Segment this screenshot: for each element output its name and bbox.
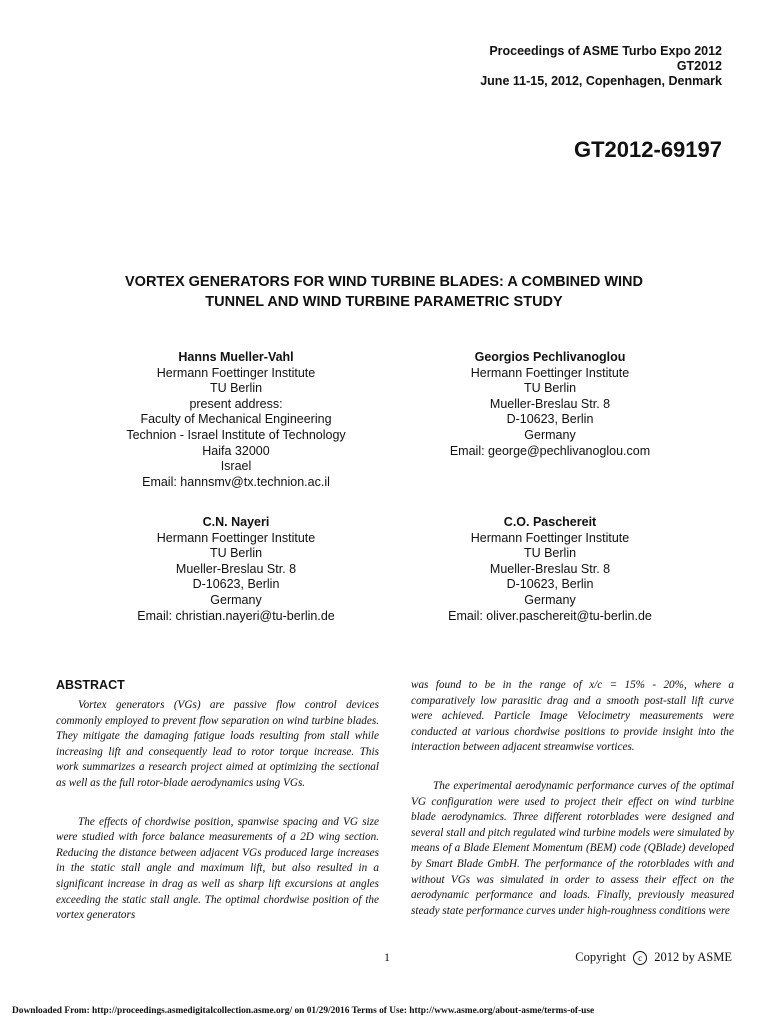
paper-number: GT2012-69197 xyxy=(574,137,722,162)
author-email: Email: hannsmv@tx.technion.ac.il xyxy=(142,474,330,489)
author-affiliation-line: Hermann Foettinger Institute xyxy=(470,365,630,380)
author-block-1 xyxy=(71,350,401,490)
abstract-paragraph: The effects of chordwise position, spanwise spacing and VG size were studied with force balance measurements of a 2D wing section. Reducing the distance between adjacent VGs produced large increases in the static stall angle and maximum lift, but also resulted in a significant increase in drag as well as sharp lift excursions at angles exceeding the static stall angle. The optimal chordwise position of the vortex generators xyxy=(56,815,379,922)
proceedings-header xyxy=(480,44,722,89)
author-affiliation-line: Faculty of Mechanical Engineering xyxy=(140,412,332,427)
author-affiliation-line: Germany xyxy=(210,592,262,607)
copyright-label: Copyright xyxy=(575,950,626,964)
paper-title xyxy=(0,272,768,312)
page-number: 1 xyxy=(384,950,390,964)
author-affiliation-line: TU Berlin xyxy=(209,381,263,396)
author-block-3 xyxy=(71,515,401,624)
author-email: Email: oliver.paschereit@tu-berlin.de xyxy=(448,608,652,623)
copyright-notice xyxy=(575,950,732,965)
author-affiliation-line: Haifa 32000 xyxy=(202,443,270,458)
author-affiliation-line: TU Berlin xyxy=(209,546,263,561)
abstract-heading: ABSTRACT xyxy=(56,678,125,692)
author-affiliation-line: D-10623, Berlin xyxy=(192,577,280,592)
author-name: C.O. Paschereit xyxy=(503,515,597,529)
author-block-4 xyxy=(385,515,715,624)
author-name: Hanns Mueller-Vahl xyxy=(178,350,294,364)
author-name: Georgios Pechlivanoglou xyxy=(474,350,626,364)
abstract-paragraph: was found to be in the range of x/c = 15% - 20%, where a comparatively low parasitic drag and a smooth post-stall lift curve were achieved. Particle Image Velocimetry measurements were conducted at various chordwise positions to provide insight into the interaction between adjacent streamwise vortices. xyxy=(411,679,734,754)
author-affiliation-line: Hermann Foettinger Institute xyxy=(156,365,316,380)
download-footer: Downloaded From: http://proceedings.asmedigitalcollection.asme.org/ on 01/29/2016 Terms of Use: http://www.asme.org/about-asme/terms-of-use xyxy=(12,1006,595,1016)
author-affiliation-line: present address: xyxy=(189,396,283,411)
author-affiliation-line: TU Berlin xyxy=(523,381,577,396)
author-email: Email: george@pechlivanoglou.com xyxy=(449,443,651,458)
author-block-2 xyxy=(385,350,715,459)
author-affiliation-line: Mueller-Breslau Str. 8 xyxy=(175,561,297,576)
author-affiliation-line: Hermann Foettinger Institute xyxy=(470,530,630,545)
author-affiliation-line: D-10623, Berlin xyxy=(506,412,594,427)
title-line-1: VORTEX GENERATORS FOR WIND TURBINE BLADES: A COMBINED WIND xyxy=(125,274,643,290)
copyright-year-owner: 2012 by ASME xyxy=(654,950,732,964)
conference-name: Proceedings of ASME Turbo Expo 2012 xyxy=(489,44,722,58)
author-affiliation-line: TU Berlin xyxy=(523,546,577,561)
author-affiliation-line: Mueller-Breslau Str. 8 xyxy=(489,561,611,576)
abstract-left-column xyxy=(56,676,379,924)
conference-date-location: June 11-15, 2012, Copenhagen, Denmark xyxy=(480,74,722,88)
conference-code: GT2012 xyxy=(676,59,722,73)
author-affiliation-line: Germany xyxy=(524,427,576,442)
abstract-paragraph: The experimental aerodynamic performance curves of the optimal VG configuration were used to project their effect on wind turbine blade aerodynamics. Three different rotorblades were designed and several stall and pitch regulated wind turbine models were simulated by means of a Blade Element Momentum (BEM) code (QBlade) developed by Smart Blade GmbH. The performance of the rotorblades with and without VGs was simulated in order to assess their effect on the aerodynamic performance and loads. Finally, previously measured steady state performance curves under high-roughness conditions were xyxy=(411,779,734,917)
author-affiliation-line: D-10623, Berlin xyxy=(506,577,594,592)
author-affiliation-line: Germany xyxy=(524,592,576,607)
abstract-paragraph: Vortex generators (VGs) are passive flow control devices commonly employed to prevent flow separation on wind turbine blades. They mitigate the damaging fatigue loads resulting from stall while increasing lift and consequently lead to rotor torque increase. This work summarizes a research project aimed at optimizing the sectional as well as the full rotor-blade aerodynamics using VGs. xyxy=(56,699,379,789)
author-affiliation-line: Mueller-Breslau Str. 8 xyxy=(489,396,611,411)
copyright-icon: c xyxy=(633,951,647,965)
title-line-2: TUNNEL AND WIND TURBINE PARAMETRIC STUDY xyxy=(205,294,563,310)
abstract-right-column xyxy=(411,678,734,919)
author-affiliation-line: Technion - Israel Institute of Technology xyxy=(126,427,346,442)
author-name: C.N. Nayeri xyxy=(202,515,270,529)
author-affiliation-line: Hermann Foettinger Institute xyxy=(156,530,316,545)
author-email: Email: christian.nayeri@tu-berlin.de xyxy=(137,608,335,623)
author-affiliation-line: Israel xyxy=(220,459,252,474)
